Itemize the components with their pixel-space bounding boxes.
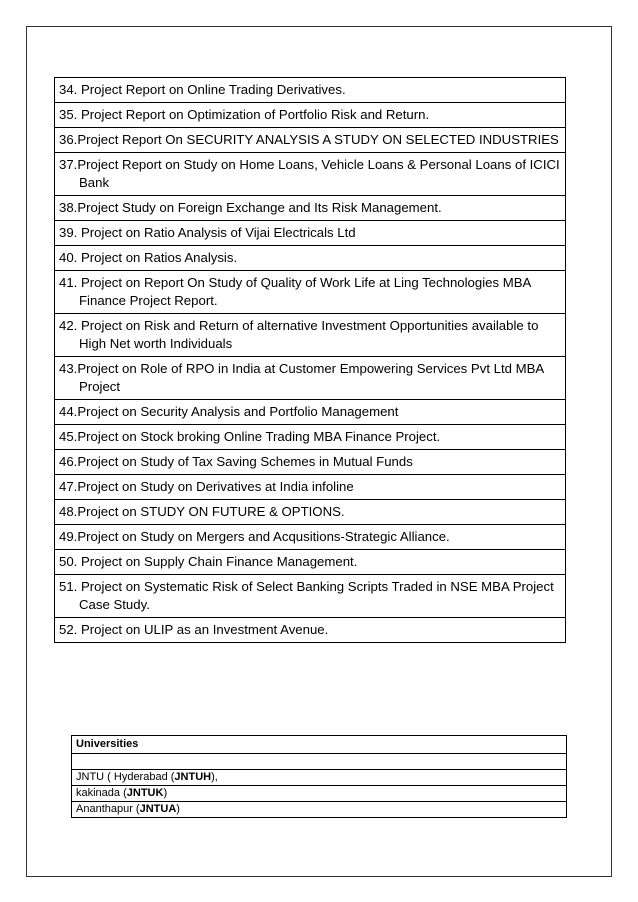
table-row — [72, 754, 567, 770]
table-row — [55, 103, 566, 128]
universities-table — [71, 735, 567, 818]
university-abbr: JNTUH — [174, 771, 212, 783]
project-entry: 41. Project on Report On Study of Quality of Work Life at Ling Technologies MBA Finance Project Report. — [59, 275, 531, 308]
universities-header: Universities — [72, 736, 567, 754]
table-row — [72, 802, 567, 818]
table-row — [55, 425, 566, 450]
university-abbr: JNTUA — [139, 803, 177, 815]
project-entry: 44.Project on Security Analysis and Portfolio Management — [59, 404, 399, 419]
project-entry: 45.Project on Stock broking Online Trading MBA Finance Project. — [59, 429, 441, 444]
table-row — [55, 357, 566, 400]
table-row — [72, 736, 567, 754]
table-row — [55, 525, 566, 550]
table-row — [55, 271, 566, 314]
table-row — [55, 575, 566, 618]
project-entry: 35. Project Report on Optimization of Portfolio Risk and Return. — [59, 107, 430, 122]
table-row — [55, 314, 566, 357]
university-cell: Ananthapur (JNTUA) — [72, 802, 567, 818]
university-abbr: JNTUK — [126, 787, 164, 799]
project-entry: 47.Project on Study on Derivatives at India infoline — [59, 479, 354, 494]
project-entry: 36.Project Report On SECURITY ANALYSIS A STUDY ON SELECTED INDUSTRIES — [59, 132, 559, 147]
university-cell: kakinada (JNTUK) — [72, 786, 567, 802]
project-entry: 39. Project on Ratio Analysis of Vijai Electricals Ltd — [59, 225, 356, 240]
table-row — [55, 400, 566, 425]
project-entry: 43.Project on Role of RPO in India at Customer Empowering Services Pvt Ltd MBA Project — [59, 361, 544, 394]
table-row — [55, 221, 566, 246]
project-entry: 48.Project on STUDY ON FUTURE & OPTIONS. — [59, 504, 345, 519]
project-entry: 40. Project on Ratios Analysis. — [59, 250, 238, 265]
project-entry: 42. Project on Risk and Return of alternative Investment Opportunities available to High Net worth Individuals — [59, 318, 539, 351]
empty-cell — [72, 754, 567, 770]
project-entry: 50. Project on Supply Chain Finance Management. — [59, 554, 358, 569]
project-entry: 34. Project Report on Online Trading Derivatives. — [59, 82, 346, 97]
table-row — [55, 128, 566, 153]
project-entry: 38.Project Study on Foreign Exchange and Its Risk Management. — [59, 200, 442, 215]
project-entry: 51. Project on Systematic Risk of Select Banking Scripts Traded in NSE MBA Project Case Study. — [59, 579, 554, 612]
table-row — [55, 246, 566, 271]
table-row — [55, 475, 566, 500]
project-list-table — [54, 77, 566, 643]
project-entry: 46.Project on Study of Tax Saving Schemes in Mutual Funds — [59, 454, 413, 469]
project-entry: 49.Project on Study on Mergers and Acqusitions-Strategic Alliance. — [59, 529, 450, 544]
university-cell: JNTU ( Hyderabad (JNTUH), — [72, 770, 567, 786]
table-row — [55, 550, 566, 575]
table-row — [55, 78, 566, 103]
table-row — [55, 196, 566, 221]
table-row — [55, 618, 566, 643]
table-row — [72, 786, 567, 802]
table-row — [55, 450, 566, 475]
project-entry: 52. Project on ULIP as an Investment Avenue. — [59, 622, 329, 637]
project-entry: 37.Project Report on Study on Home Loans, Vehicle Loans & Personal Loans of ICICI Bank — [59, 157, 560, 190]
table-row — [55, 500, 566, 525]
table-row — [55, 153, 566, 196]
table-row — [72, 770, 567, 786]
